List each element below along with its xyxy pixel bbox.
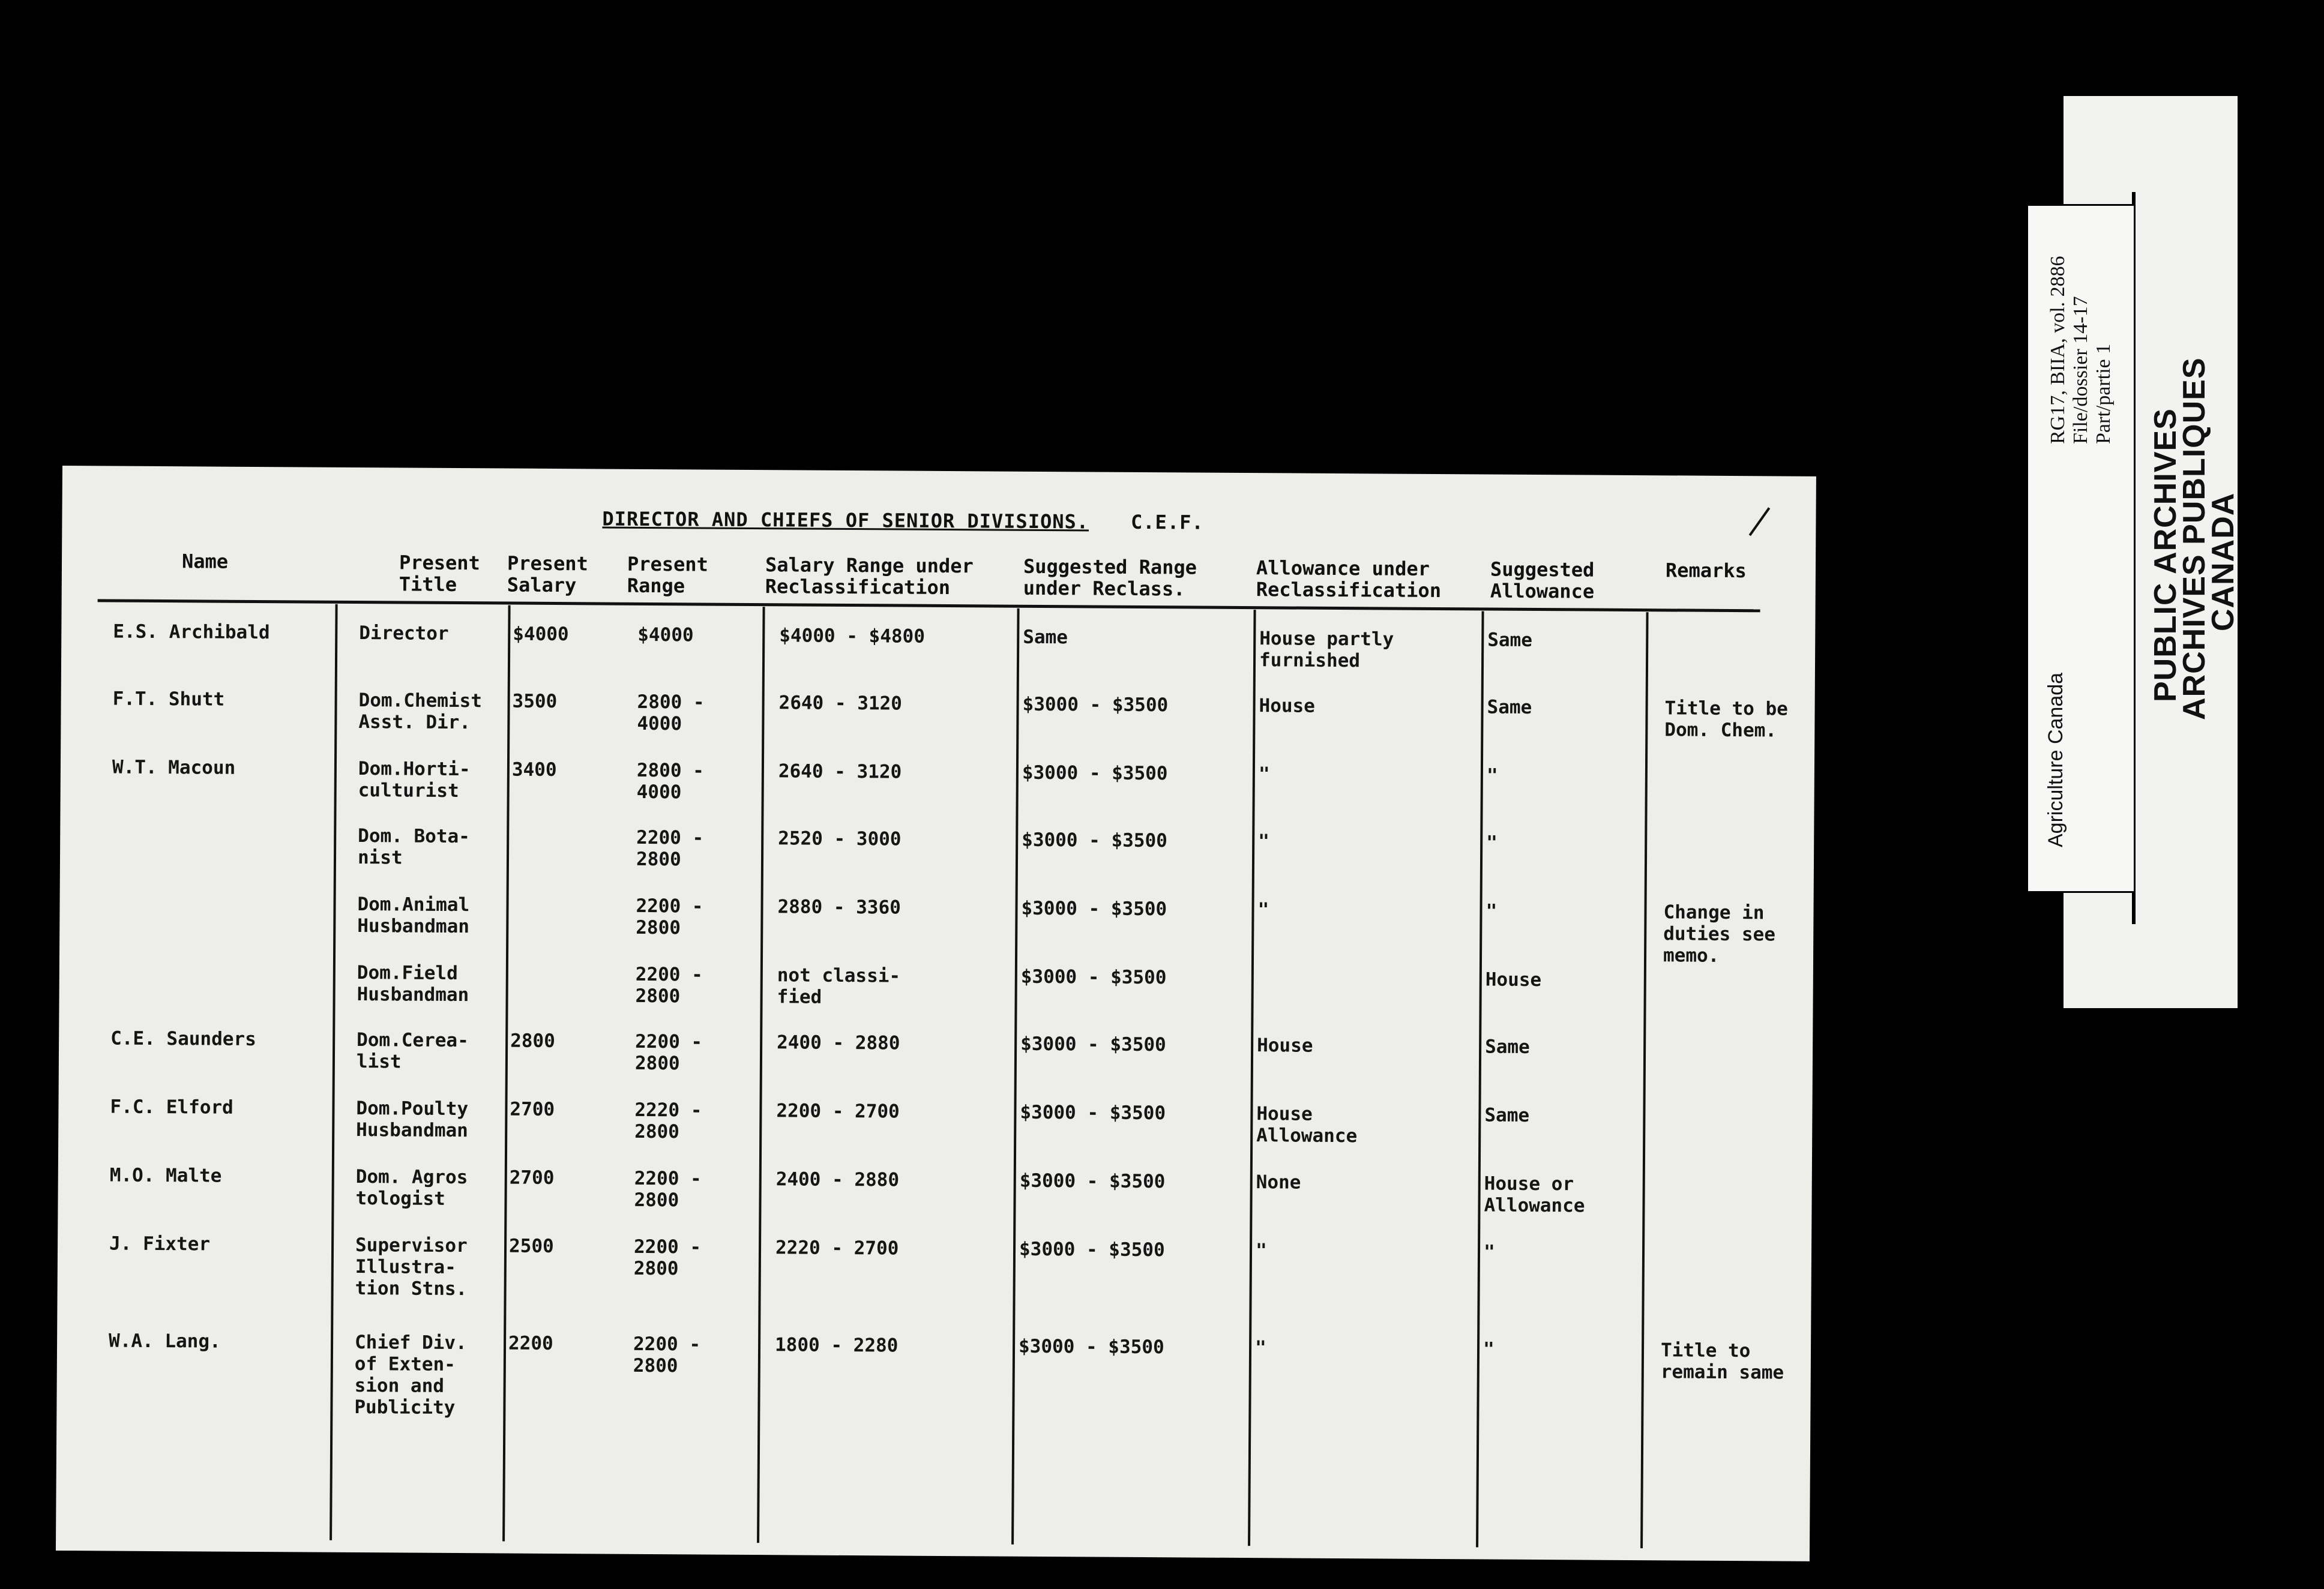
column-rule	[502, 605, 511, 1542]
cell-suggested-range: $3000 - $3500	[1020, 1101, 1166, 1125]
cell-present-title: Chief Div. of Exten- sion and Publicity	[354, 1332, 467, 1419]
header-allowance-reclass: Allowance under Reclassification	[1256, 556, 1442, 602]
cell-present-title: Dom.Chemist Asst. Dir.	[358, 689, 483, 734]
cell-salary-reclass: 2400 - 2880	[775, 1168, 900, 1191]
cell-suggested-allowance: "	[1486, 900, 1498, 922]
cell-suggested-range: $3000 - $3500	[1022, 761, 1168, 785]
header-present-title: Present Title	[399, 551, 480, 596]
org-text: C.E.F.	[1130, 510, 1204, 534]
label-department: Agriculture Canada	[2044, 672, 2067, 847]
cell-present-salary: 3500	[512, 690, 558, 713]
cell-salary-reclass: $4000 - $4800	[779, 625, 926, 647]
cell-present-title: Dom. Agros tologist	[355, 1166, 468, 1210]
cell-allowance-reclass: None	[1256, 1171, 1301, 1194]
header-suggested-range: Suggested Range under Reclass.	[1023, 554, 1197, 601]
cell-allowance-reclass: House Allowance	[1256, 1103, 1358, 1147]
title-text: DIRECTOR AND CHIEFS OF SENIOR DIVISIONS.	[602, 507, 1089, 533]
cell-suggested-range: $3000 - $3500	[1020, 1033, 1166, 1056]
cell-present-range: 2200 - 2800	[634, 1167, 702, 1212]
cell-present-range: 2200 - 2800	[634, 1030, 703, 1075]
cell-name: J. Fixter	[109, 1233, 211, 1255]
cell-present-title: Director	[359, 622, 449, 644]
cell-salary-reclass: 2200 - 2700	[776, 1100, 900, 1123]
cell-suggested-range: $3000 - $3500	[1022, 829, 1167, 852]
cell-suggested-allowance: Same	[1485, 1036, 1530, 1058]
cell-present-range: 2800 - 4000	[636, 759, 705, 804]
typed-document	[56, 466, 1816, 1561]
cell-suggested-allowance: "	[1483, 1241, 1495, 1263]
column-rule	[1476, 611, 1484, 1547]
stamp-line-3: CANADA	[2206, 492, 2241, 631]
cell-suggested-range: $3000 - $3500	[1019, 1170, 1166, 1193]
cell-present-title: Supervisor Illustra- tion Stns.	[355, 1234, 468, 1300]
cell-present-range: 2200 - 2800	[636, 895, 703, 939]
cell-salary-reclass: 2520 - 3000	[778, 828, 902, 850]
cell-name: F.T. Shutt	[112, 688, 225, 710]
cell-suggested-allowance: Same	[1487, 696, 1532, 718]
cell-suggested-range: $3000 - $3500	[1020, 966, 1167, 989]
header-present-salary: Present Salary	[507, 551, 588, 597]
cell-allowance-reclass: House partly furnished	[1259, 628, 1394, 672]
pen-tick-mark	[1749, 507, 1771, 536]
stamp-line-2: ARCHIVES PUBLIQUES	[2177, 357, 2212, 720]
document-title	[602, 507, 1203, 533]
cell-present-range: $4000	[637, 623, 694, 646]
cell-present-salary: 2200	[508, 1332, 553, 1355]
cell-present-range: 2200 - 2800	[635, 963, 703, 1008]
cell-remarks: Title to be Dom. Chem.	[1664, 697, 1788, 742]
cell-present-title: Dom.Field Husbandman	[357, 962, 469, 1006]
cell-suggested-allowance: "	[1483, 1338, 1495, 1360]
cell-present-range: 2200 - 2800	[633, 1236, 702, 1280]
cell-present-title: Dom.Poulty Husbandman	[356, 1098, 469, 1142]
cell-name: C.E. Saunders	[110, 1027, 256, 1050]
cell-salary-reclass: 2640 - 3120	[778, 692, 903, 715]
label-part: Part/partie 1	[2092, 343, 2115, 444]
cell-present-range: 2220 - 2800	[634, 1099, 702, 1143]
cell-present-salary: 2700	[509, 1167, 555, 1189]
cell-allowance-reclass: House	[1257, 1035, 1313, 1057]
header-salary-range-reclass: Salary Range under Reclassification	[765, 553, 974, 599]
cell-suggested-range: $3000 - $3500	[1018, 1335, 1164, 1359]
cell-name: W.A. Lang.	[108, 1330, 221, 1353]
cell-present-range: 2800 - 4000	[637, 691, 705, 735]
column-rule	[757, 607, 765, 1543]
header-remarks: Remarks	[1665, 559, 1747, 583]
cell-suggested-allowance: House or Allowance	[1484, 1173, 1585, 1217]
cell-allowance-reclass: "	[1258, 763, 1270, 785]
header-name: Name	[181, 550, 229, 573]
cell-suggested-range: Same	[1023, 626, 1068, 649]
cell-name: W.T. Macoun	[112, 756, 236, 779]
cell-salary-reclass: 2880 - 3360	[777, 896, 901, 919]
cell-present-title: Dom.Cerea- list	[356, 1029, 469, 1073]
cell-salary-reclass: 1800 - 2280	[774, 1334, 899, 1357]
cell-suggested-allowance: "	[1486, 764, 1498, 787]
cell-suggested-range: $3000 - $3500	[1021, 897, 1167, 921]
stamp-line-1: PUBLIC ARCHIVES	[2148, 408, 2183, 702]
cell-remarks: Change in duties see memo.	[1663, 901, 1776, 967]
cell-salary-reclass: 2400 - 2880	[777, 1032, 900, 1054]
cell-salary-reclass: not classi- fied	[777, 964, 901, 1008]
cell-suggested-allowance: "	[1486, 832, 1498, 854]
cell-present-salary: 2700	[510, 1098, 555, 1121]
cell-allowance-reclass: "	[1258, 831, 1269, 853]
header-present-range: Present Range	[627, 552, 708, 598]
label-file: File/dossier 14-17	[2070, 296, 2092, 444]
cell-present-salary: 3400	[511, 758, 557, 781]
cell-remarks: Title to remain same	[1660, 1339, 1784, 1384]
column-rule	[330, 604, 338, 1540]
cell-suggested-allowance: House	[1485, 969, 1542, 991]
cell-present-salary: 2800	[510, 1030, 555, 1053]
column-rule	[1248, 610, 1256, 1546]
cell-present-range: 2200 - 2800	[633, 1333, 701, 1377]
cell-suggested-allowance: Same	[1484, 1104, 1530, 1126]
cell-allowance-reclass: "	[1254, 1337, 1266, 1359]
cell-present-title: Dom.Animal Husbandman	[357, 894, 470, 938]
cell-salary-reclass: 2220 - 2700	[775, 1237, 899, 1260]
cell-allowance-reclass: "	[1257, 899, 1269, 921]
label-reference: RG17, BIIA, vol. 2886	[2047, 256, 2069, 444]
header-suggested-allowance: Suggested Allowance	[1490, 557, 1595, 603]
cell-name: E.S. Archibald	[113, 620, 270, 644]
cell-present-title: Dom.Horti- culturist	[358, 758, 471, 802]
cell-present-salary: 2500	[508, 1235, 554, 1258]
cell-name: M.O. Malte	[109, 1164, 222, 1187]
cell-present-salary: $4000	[513, 623, 569, 646]
cell-present-range: 2200 - 2800	[636, 826, 704, 871]
cell-allowance-reclass: "	[1255, 1240, 1267, 1262]
cell-present-title: Dom. Bota- nist	[357, 825, 470, 869]
cell-suggested-range: $3000 - $3500	[1022, 693, 1169, 716]
cell-salary-reclass: 2640 - 3120	[778, 760, 902, 783]
column-rule	[1011, 608, 1020, 1545]
cell-name: F.C. Elford	[110, 1096, 233, 1119]
column-rule	[1640, 612, 1649, 1548]
cell-suggested-range: $3000 - $3500	[1019, 1238, 1165, 1261]
cell-suggested-allowance: Same	[1487, 629, 1533, 651]
cell-allowance-reclass: House	[1259, 695, 1316, 717]
